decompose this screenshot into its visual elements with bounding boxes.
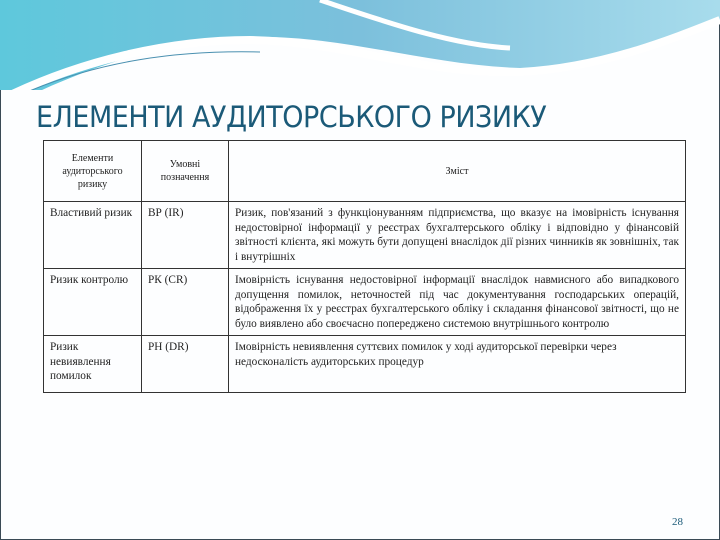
page-number: 28 xyxy=(672,516,683,528)
slide-title: ЕЛЕМЕНТИ АУДИТОРСЬКОГО РИЗИКУ xyxy=(36,100,547,134)
content-cell: Імовірність невиявлення суттєвих помилок у ході аудиторської перевірки через недосконалість аудиторських процедур xyxy=(229,336,686,393)
code-cell: РК (CR) xyxy=(142,269,229,336)
table-row xyxy=(44,269,686,336)
table-row xyxy=(44,202,686,269)
element-cell: Ризик контролю xyxy=(44,269,142,336)
audit-risk-table xyxy=(43,140,686,393)
element-cell: Ризик невиявлення помилок xyxy=(44,336,142,393)
header-cell: Умовні позначення xyxy=(142,141,229,202)
table-header-row xyxy=(44,141,686,202)
header-cell: Зміст xyxy=(229,141,686,202)
code-cell: РН (DR) xyxy=(142,336,229,393)
header-wave-decoration xyxy=(0,0,720,90)
header-cell: Елементи аудиторського ризику xyxy=(44,141,142,202)
code-cell: ВР (IR) xyxy=(142,202,229,269)
table-row xyxy=(44,336,686,393)
content-cell: Ризик, пов'язаний з функціонуванням підприємства, що вказує на імовірність існування недостовірної інформації у реєстрах бухгалтерського обліку і відповідно у фінансовій звітності клієнта, які можуть бути допущені внаслідок дії різних чинників як зовнішніх, так і внутрішніх xyxy=(229,202,686,269)
element-cell: Властивий ризик xyxy=(44,202,142,269)
content-cell: Імовірність існування недостовірної інформації внаслідок навмисного або випадкового допущення помилок, неточностей під час документування господарських операцій, відображення їх у реєстрах бухгалтерського обліку і складання фінансової звітності, що не було виявлено або своєчасно попереджено системою внутрішнього контролю xyxy=(229,269,686,336)
